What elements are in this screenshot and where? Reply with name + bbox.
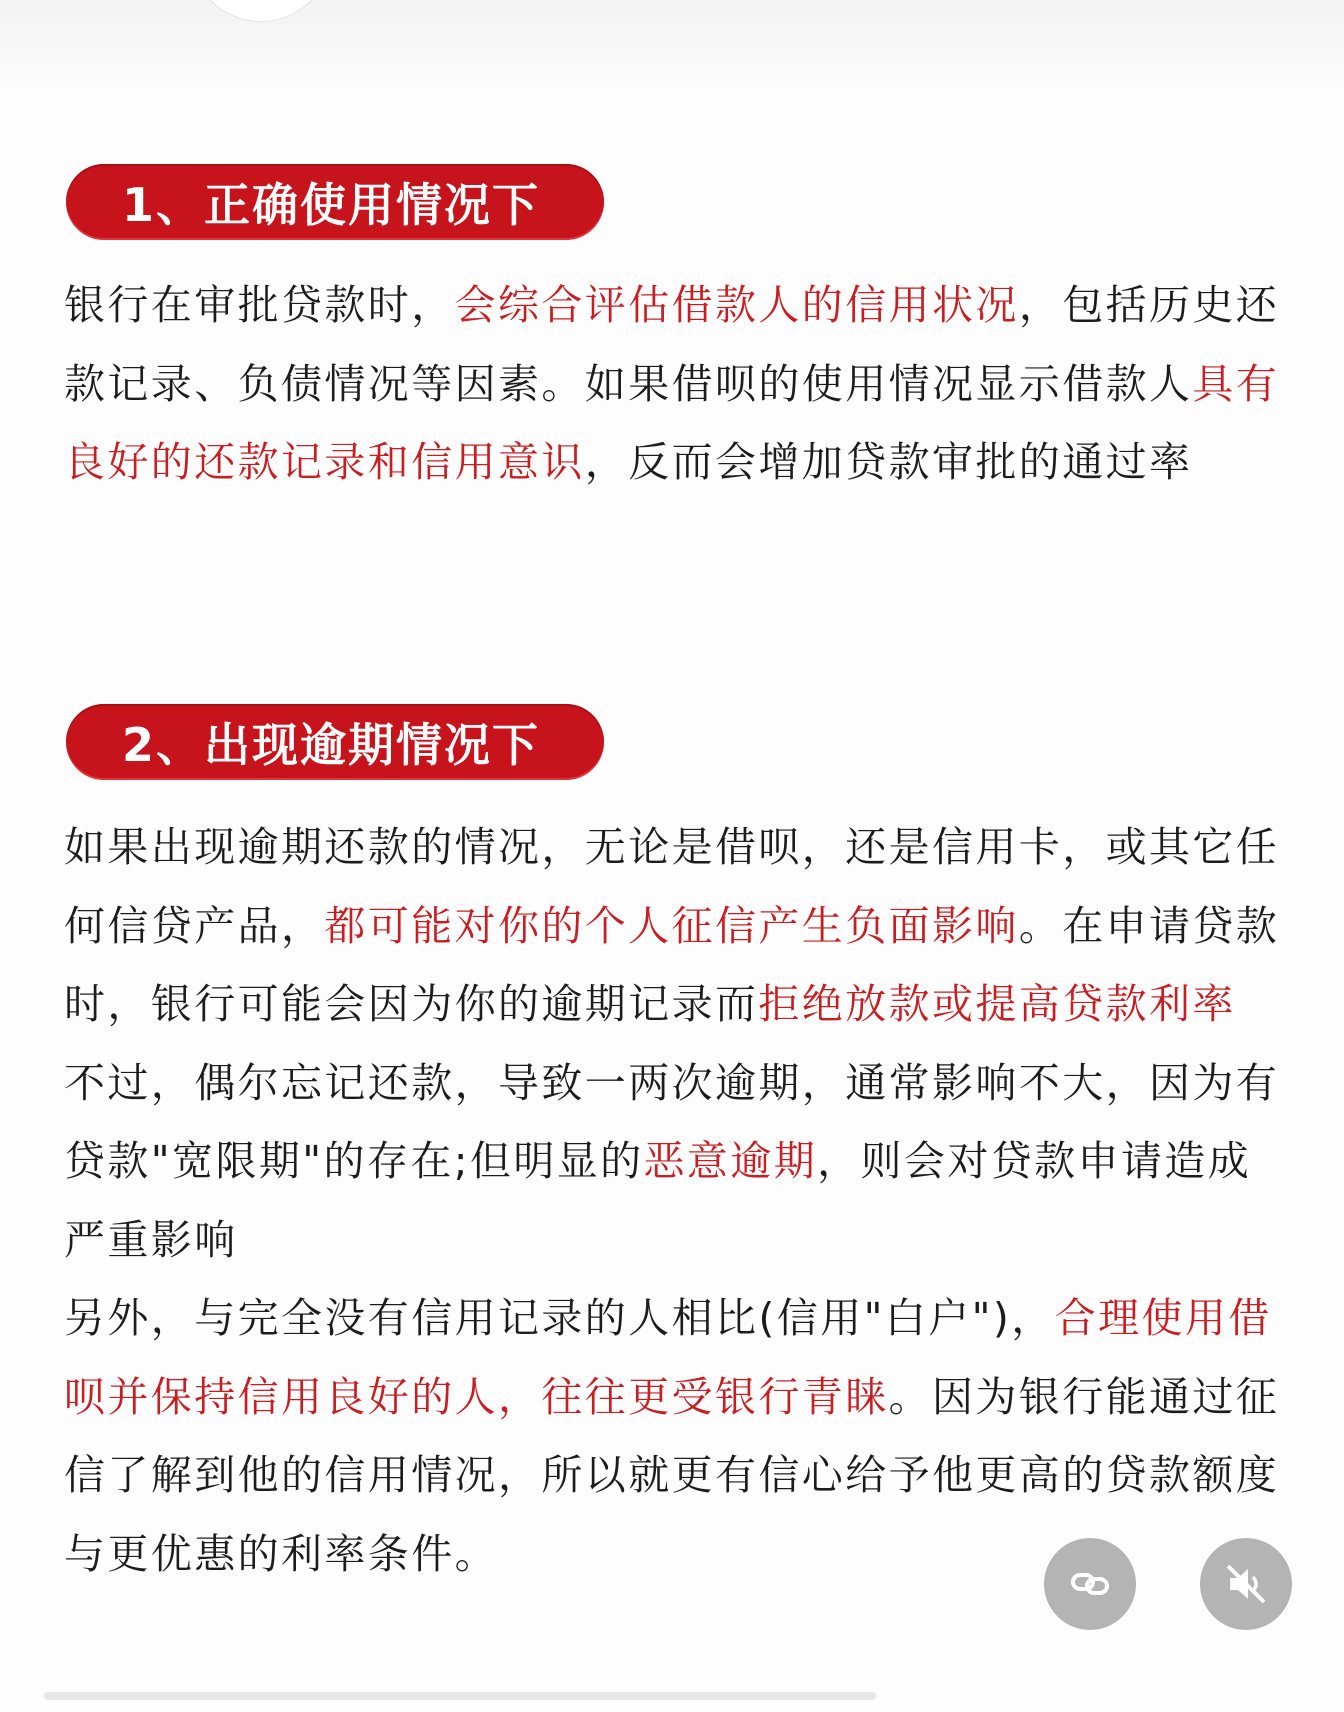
section-2-paragraph <box>64 808 1284 1593</box>
link-button[interactable] <box>1044 1538 1136 1630</box>
body-text: 不过，偶尔忘记还款，导致一两次逾期，通常影响不大，因为有贷款"宽限期"的存在;但明显的 <box>64 1058 1280 1185</box>
section-1-paragraph <box>64 266 1284 502</box>
body-text: ，包括历史还款记录、负债情况等因素。如果借呗的使用情况显示借款人 <box>64 281 1280 408</box>
mute-icon <box>1222 1560 1270 1608</box>
highlight-text: 拒绝放款或提高贷款利率 <box>758 980 1236 1028</box>
body-text: 另外，与完全没有信用记录的人相比(信用"白户")， <box>64 1294 1055 1342</box>
body-text: 如果出现逾期还款的情况，无论是借呗，还是信用卡，或其它任何信贷产品， <box>64 823 1280 950</box>
body-text: 。在申请贷款时，银行可能会因为你的逾期记录而 <box>64 901 1280 1028</box>
highlight-text: 恶意逾期 <box>643 1137 818 1185</box>
top-circle-decoration <box>190 0 332 22</box>
highlight-text: 具有良好的还款记录和信用意识 <box>64 359 1280 486</box>
highlight-text: 都可能对你的个人征信产生负面影响 <box>324 901 1019 950</box>
bottom-progress-bar <box>44 1692 876 1700</box>
link-icon <box>1067 1561 1113 1607</box>
body-text: 银行在审批贷款时， <box>64 281 455 329</box>
body-text: 。因为银行能通过征信了解到他的信用情况，所以就更有信心给予他更高的贷款额度与更优惠的利率条件。 <box>64 1372 1280 1578</box>
mute-button[interactable] <box>1200 1538 1292 1630</box>
highlight-text: 会综合评估借款人的信用状况 <box>454 281 1019 329</box>
body-text: ，则会对贷款申请造成严重影响 <box>64 1137 1252 1264</box>
section-2-heading: 2、出现逾期情况下 <box>66 704 604 780</box>
section-1-heading: 1、正确使用情况下 <box>66 164 604 240</box>
highlight-text: 合理使用借呗并保持信用良好的人，往往更受银行青睐 <box>64 1294 1272 1421</box>
body-text: ，反而会增加贷款审批的通过率 <box>584 438 1193 486</box>
top-strip <box>0 0 1344 82</box>
